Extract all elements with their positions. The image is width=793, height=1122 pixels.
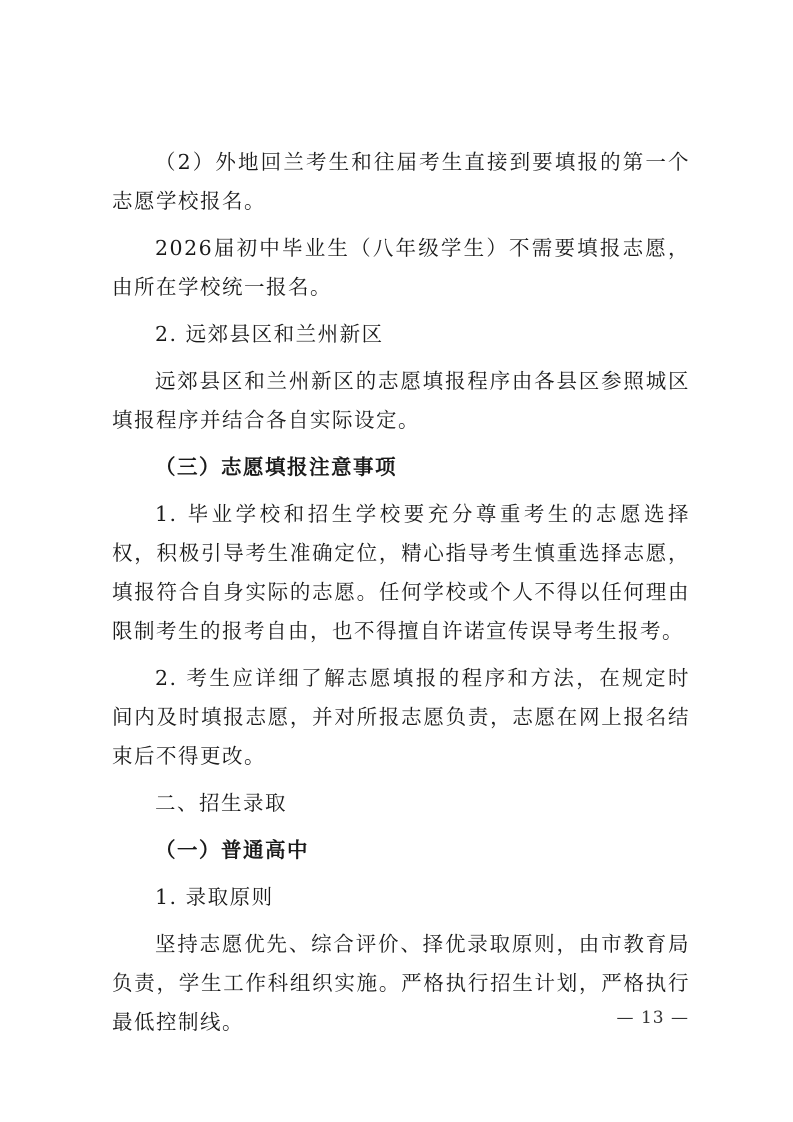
page-number: — 13 — [616,1008,689,1028]
paragraph-1: （2）外地回兰考生和往届考生直接到要填报的第一个志愿学校报名。 [112,150,690,213]
paragraph-6: 2. 考生应详细了解志愿填报的程序和方法，在规定时间内及时填报志愿，并对所报志愿负责，志愿在网上报名结束后不得更改。 [112,666,690,768]
document-body [112,143,690,1042]
section-heading-1: （一）普通高中 [155,838,309,862]
paragraph-4: 远郊县区和兰州新区的志愿填报程序由各县区参照城区填报程序并结合各自实际设定。 [112,369,690,432]
section-heading-3: （三）志愿填报注意事项 [155,455,397,479]
paragraph-5: 1. 毕业学校和招生学校要充分尊重考生的志愿选择权，积极引导考生准确定位，精心指导考生慎重选择志愿，填报符合自身实际的志愿。任何学校或个人不得以任何理由限制考生的报考自由，也不得擅自许诺宣传误导考生报考。 [112,502,690,643]
paragraph-8: 坚持志愿优先、综合评价、择优录取原则，由市教育局负责，学生工作科组织实施。严格执行招生计划，严格执行最低控制线。 [112,932,690,1034]
paragraph-2: 2026届初中毕业生（八年级学生）不需要填报志愿，由所在学校统一报名。 [112,236,690,299]
chapter-heading-2: 二、招生录取 [155,791,287,815]
paragraph-7: 1. 录取原则 [155,885,274,909]
paragraph-3: 2. 远郊县区和兰州新区 [155,322,384,346]
